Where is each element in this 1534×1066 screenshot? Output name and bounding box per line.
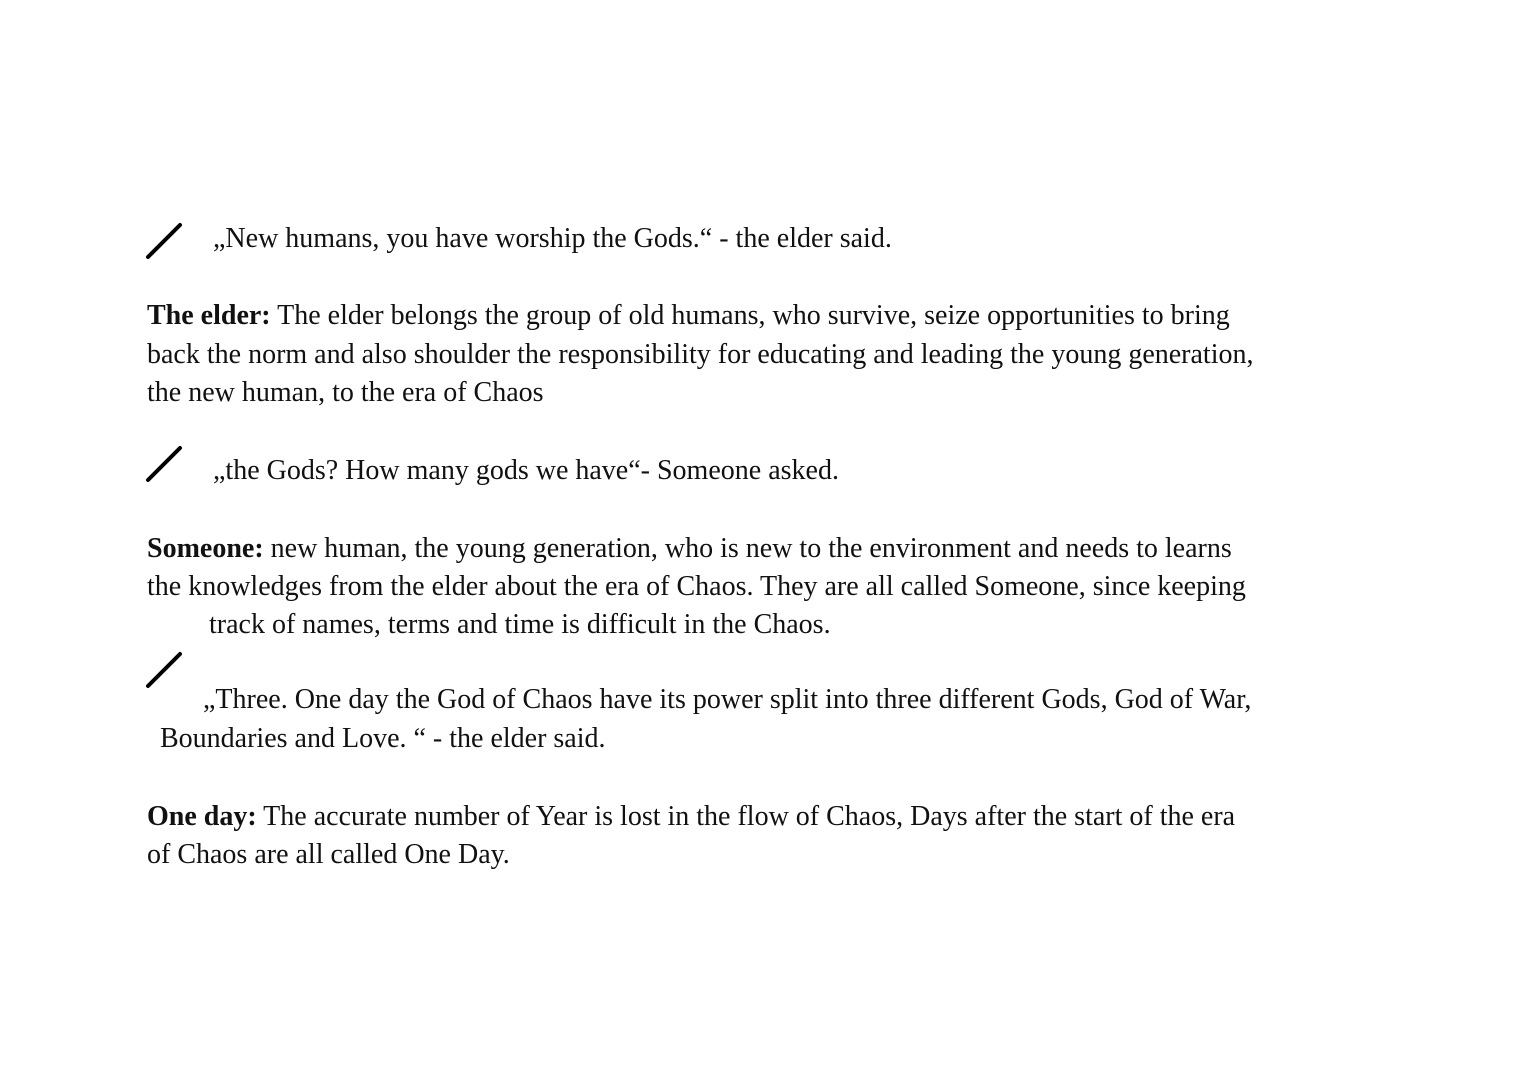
dialogue-line: Boundaries and Love. “ - the elder said. [160, 723, 606, 754]
dialogue-line: „the Gods? How many gods we have“- Someone asked. [213, 455, 839, 486]
definition-text-line: the new human, to the era of Chaos [147, 377, 544, 408]
definition-text: The accurate number of Year is lost in the flow of Chaos, Days after the start of the era [256, 801, 1236, 832]
dialogue-line: „Three. One day the God of Chaos have its power split into three different Gods, God of War, [203, 684, 1252, 715]
dialogue-line: „New humans, you have worship the Gods.“ - the elder said. [213, 223, 892, 254]
definition-line [147, 535, 1232, 563]
definition-term: Someone: [147, 533, 264, 564]
definition-text-line: the knowledges from the elder about the era of Chaos. They are all called Someone, since keeping [147, 571, 1246, 602]
definition-text-line: track of names, terms and time is difficult in the Chaos. [209, 609, 831, 640]
definition-term: One day: [147, 801, 257, 832]
definition-term: The elder: [147, 300, 271, 331]
slash-icon [144, 444, 184, 484]
definition-line [147, 803, 1235, 831]
definition-text: The elder belongs the group of old humans, who survive, seize opportunities to bring [270, 300, 1230, 331]
slash-icon [144, 650, 184, 690]
definition-text-line: of Chaos are all called One Day. [147, 839, 510, 870]
definition-line [147, 302, 1230, 330]
slash-icon [144, 221, 184, 261]
definition-text-line: back the norm and also shoulder the responsibility for educating and leading the young generation, [147, 339, 1254, 370]
definition-text: new human, the young generation, who is new to the environment and needs to learns [263, 533, 1232, 564]
